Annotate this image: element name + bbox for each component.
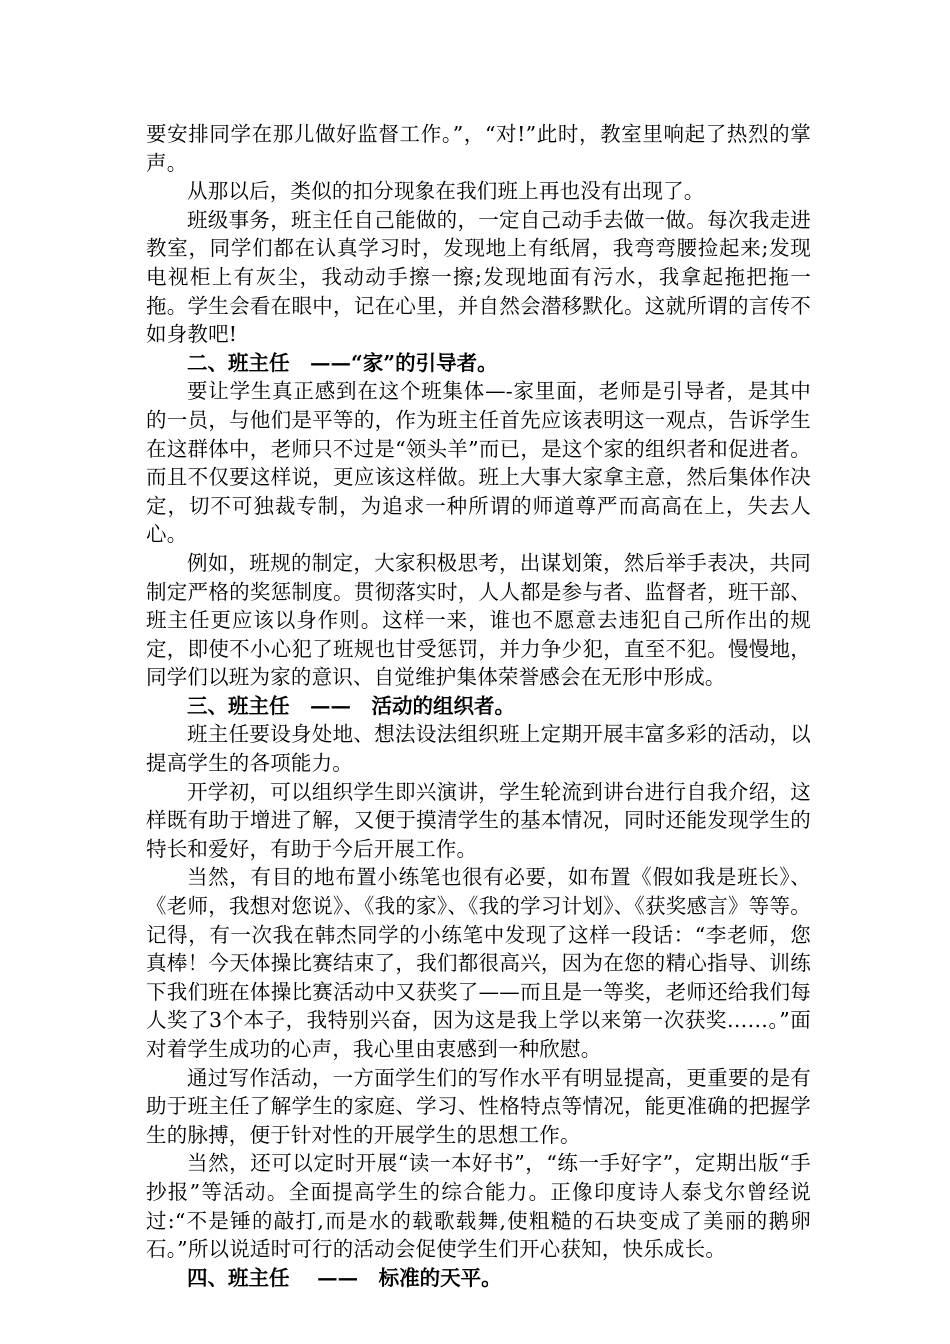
section-heading-4: 四、班主任 —— 标准的天平。 (187, 1265, 502, 1290)
document-page (146, 120, 811, 1292)
section-heading-2: 二、班主任 ——“家”的引导者。 (187, 350, 498, 375)
paragraph: 要让学生真正感到在这个班集体—-家里面，老师是引导者，是其中的一员，与他们是平等的，作为班主任首先应该表明这一观点，告诉学生在这群体中，老师只不过是“领头羊”而已，是这个家的组织者和促进者。而且不仅要这样说，更应该这样做。班上大事大家拿主意，然后集体作决定，切不可独裁专制，为追求一种所谓的师道尊严而高高在上，失去人心。 (146, 379, 811, 547)
paragraph: 例如，班规的制定，大家积极思考，出谋划策，然后举手表决，共同制定严格的奖惩制度。贯彻落实时，人人都是参与者、监督者，班干部、班主任更应该以身作则。这样一来，谁也不愿意去违犯自己所作出的规定，即使不小心犯了班规也甘受惩罚，并力争少犯，直至不犯。慢慢地，同学们以班为家的意识、自觉维护集体荣誉感会在无形中形成。 (146, 550, 811, 690)
paragraph: 从那以后，类似的扣分现象在我们班上再也没有出现了。 (187, 179, 705, 204)
paragraph: 班主任要设身处地、想法设法组织班上定期开展丰富多彩的活动，以提高学生的各项能力。 (146, 722, 811, 776)
paragraph: 当然，还可以定时开展“读一本好书”，“练一手好字”，定期出版“手抄报”等活动。全面提高学生的综合能力。正像印度诗人泰戈尔曾经说过:“不是锤的敲打,而是水的载歌载舞,使粗糙的石块变成了美丽的鹅卵石。”所以说适时可行的活动会促使学生们开心获知，快乐成长。 (146, 1151, 811, 1262)
section-heading-3: 三、班主任 —— 活动的组织者。 (187, 693, 515, 718)
paragraph: 开学初，可以组织学生即兴演讲，学生轮流到讲台进行自我介绍，这样既有助于增进了解，又便于摸清学生的基本情况，同时还能发现学生的特长和爱好，有助于今后开展工作。 (146, 779, 811, 861)
paragraph: 班级事务，班主任自己能做的，一定自己动手去做一做。每次我走进教室，同学们都在认真学习时，发现地上有纸屑，我弯弯腰捡起来;发现电视柜上有灰尘，我动动手擦一擦;发现地面有污水，我拿起拖把拖一拖。学生会看在眼中，记在心里，并自然会潜移默化。这就所谓的言传不如身教吧! (146, 207, 811, 347)
paragraph: 通过写作活动，一方面学生们的写作水平有明显提高，更重要的是有助于班主任了解学生的家庭、学习、性格特点等情况，能更准确的把握学生的脉搏，便于针对性的开展学生的思想工作。 (146, 1065, 811, 1147)
paragraph-continuation: 要安排同学在那儿做好监督工作。”，“对!”此时，教室里响起了热烈的掌声。 (146, 122, 811, 175)
paragraph: 当然，有目的地布置小练笔也很有必要，如布置《假如我是班长》、《老师，我想对您说》、《我的家》、《我的学习计划》、《获奖感言》等等。记得，有一次我在韩杰同学的小练笔中发现了这样一段话：“李老师，您真棒！今天体操比赛结束了，我们都很高兴，因为在您的精心指导、训练下我们班在体操比赛活动中又获奖了——而且是一等奖，老师还给我们每人奖了3个本子，我特别兴奋，因为这是我上学以来第一次获奖……。”面对着学生成功的心声，我心里由衷感到一种欣慰。 (146, 865, 811, 1061)
